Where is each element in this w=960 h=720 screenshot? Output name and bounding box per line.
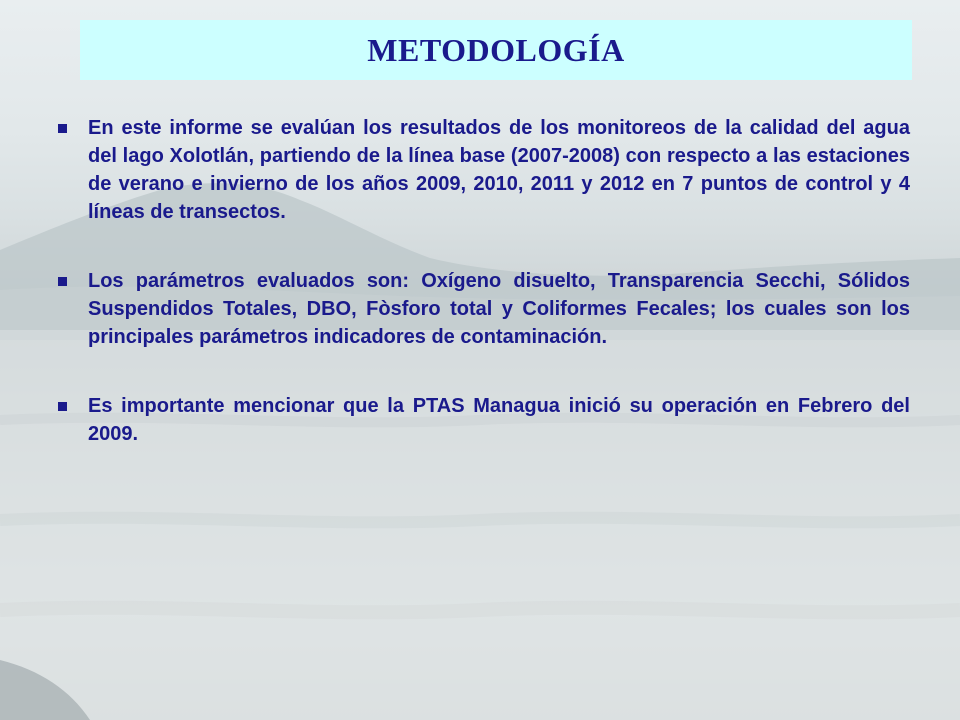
square-bullet-icon: [58, 277, 67, 286]
square-bullet-icon: [58, 124, 67, 133]
page-title: METODOLOGÍA: [367, 31, 625, 68]
bullet-text: Es importante mencionar que la PTAS Managua inició su operación en Febrero del 2009.: [88, 395, 910, 445]
square-bullet-icon: [58, 402, 67, 411]
title-bar: [80, 20, 912, 80]
list-item: [58, 267, 910, 351]
bullet-text: Los parámetros evaluados son: Oxígeno disuelto, Transparencia Secchi, Sólidos Suspendidos Totales, DBO, Fòsforo total y Coliformes Fecales; los cuales son los principales parámetros indicadores de contaminación.: [88, 270, 910, 348]
list-item: [58, 392, 910, 448]
bullet-list: [58, 114, 910, 489]
bullet-text: En este informe se evalúan los resultados de los monitoreos de la calidad del agua del lago Xolotlán, partiendo de la línea base (2007-2008) con respecto a las estaciones de verano e invierno de los años 2009, 2010, 2011 y 2012 en 7 puntos de control y 4 líneas de transectos.: [88, 117, 910, 223]
list-item: [58, 114, 910, 226]
